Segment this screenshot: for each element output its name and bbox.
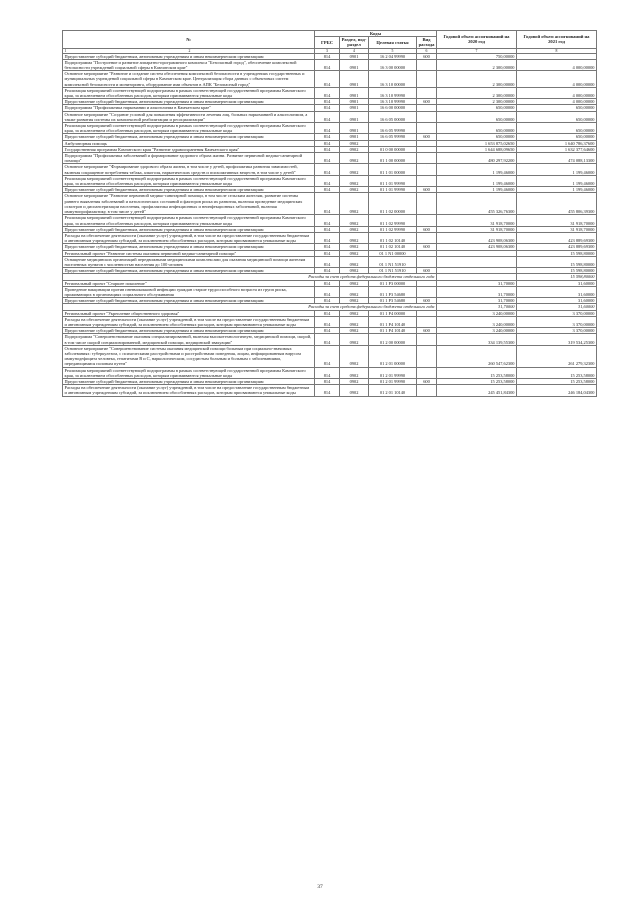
cell-cs: 16 3 10 99990 [369,87,417,98]
cell-name: Реализация мероприятий соответствующей подпрограммы в рамках соответствующей государственной программы Камчатского края, за исключением обособленных расходов, которым присваиваются уникальные коды [63,215,315,226]
cell-vr [417,256,437,267]
cell-rz: 0901 [340,105,369,111]
cell-y2020: 260 547,62300 [437,345,517,367]
cell-y2021: 650,00000 [517,134,597,140]
cell-y2021: 3 370,00000 [517,328,597,334]
cell-name: Оснащение медицинских организаций передвижными медицинскими комплексами для оказания медицинской помощи жителям населенных пунктов с численностью населения до 100 человек [63,256,315,267]
cell-rz: 0902 [340,193,369,215]
cell-y2020: 245 451,84300 [437,385,517,396]
cell-vr: 600 [417,99,437,105]
cell-grbs: 814 [315,59,340,70]
cell-cs: 01 1 P3 00000 [369,280,417,286]
cell-grbs: 814 [315,268,340,274]
cell-vr: 600 [417,298,437,304]
cell-rz: 0901 [340,87,369,98]
cell-y2020: 3 240,00000 [437,328,517,334]
cell-name: Предоставление субсидий бюджетным, автономным учреждениям и иным некоммерческим организациям [63,298,315,304]
cell-y2020: 1 199,46000 [437,164,517,175]
column-number-cell: 4 [340,48,369,53]
cell-vr [417,286,437,297]
cell-y2021: 1 199,46000 [517,164,597,175]
cell-y2021: 1 632 377,64600 [517,146,597,152]
cell-vr [417,123,437,134]
cell-rz: 0902 [340,367,369,378]
cell-cs: 01 1 01 99990 [369,187,417,193]
column-number-cell: 7 [437,48,517,53]
cell-vr [417,316,437,327]
cell-vr [417,175,437,186]
cell-y2020: 15 253,58000 [437,367,517,378]
cell-vr [417,215,437,226]
cell-name: Основное мероприятие "Развитие и создание систем обеспечения комплексной безопасности в учреждениях государственных и муниципальных учреждений социальной сферы в Камчатском крае. Централизация сбора данных с объектовых систем комплексной безопасности и мониторинга, оборудование ими объектов в АПК "Безопасный город" [63,71,315,88]
table-row [63,153,597,164]
cell-y2021: 31,60000 [517,286,597,297]
cell-y2020: 423 908,06300 [437,232,517,243]
table-row [63,87,597,98]
cell-rz: 0902 [340,146,369,152]
note-value-2021: 31,60000 [517,304,597,310]
table-row [63,367,597,378]
cell-name: Расходы на обеспечение деятельности (оказание услуг) учреждений, в том числе на предоставление государственным бюджетным и автономным учреждениям субсидий, за исключением обособленных расходов, которым присваиваются уникальные коды [63,316,315,327]
cell-grbs: 814 [315,334,340,345]
cell-cs: 01 1 P3 54680 [369,298,417,304]
column-number-cell: 3 [315,48,340,53]
cell-cs: 01 1 P4 00000 [369,310,417,316]
cell-y2020: 2 300,00000 [437,99,517,105]
cell-name: Подпрограмма "Построение и развитие аппаратно-программного комплекса "Безопасный город", обеспечение комплексной безопасности учреждений социальной сферы в Камчатском крае" [63,59,315,70]
table-row [63,164,597,175]
cell-rz: 0902 [340,286,369,297]
table-body [63,53,597,396]
cell-grbs: 814 [315,345,340,367]
cell-rz: 0901 [340,134,369,140]
cell-y2020 [437,256,517,267]
cell-vr: 600 [417,226,437,232]
cell-grbs: 814 [315,280,340,286]
cell-y2020: 650,00000 [437,111,517,122]
cell-grbs: 814 [315,105,340,111]
cell-vr [417,367,437,378]
cell-grbs: 814 [315,146,340,152]
cell-y2021: 650,00000 [517,111,597,122]
cell-name: Основное мероприятие "Развитие первичной медико-санитарной помощи, в том числе сельским жителям, развитие системы раннего выявления заболеваний и патологических состояний и факторов риска их развития, включая проведение медицинских осмотров и диспансеризации населения, профилактика инфекционных и неинфекционных заболеваний, включая иммунопрофилактику, в том числе у детей" [63,193,315,215]
cell-vr [417,193,437,215]
cell-rz: 0902 [340,187,369,193]
cell-rz: 0901 [340,123,369,134]
cell-cs: 01 1 02 10140 [369,244,417,250]
cell-y2020: 750,00000 [437,53,517,59]
table-row [63,71,597,88]
cell-rz: 0901 [340,99,369,105]
cell-rz: 0901 [340,71,369,88]
cell-rz: 0902 [340,268,369,274]
cell-y2020: 31,70000 [437,280,517,286]
cell-grbs: 814 [315,250,340,256]
cell-grbs: 814 [315,215,340,226]
cell-vr: 600 [417,134,437,140]
cell-cs: 01 2 01 99990 [369,378,417,384]
cell-y2021: 474 088,13300 [517,153,597,164]
cell-name: Предоставление субсидий бюджетным, автономным учреждениям и иным некоммерческим организациям [63,187,315,193]
cell-grbs: 814 [315,134,340,140]
cell-grbs: 814 [315,140,340,146]
cell-y2021: 15 253,58000 [517,378,597,384]
budget-table-sheet [62,30,596,397]
cell-grbs: 814 [315,244,340,250]
cell-grbs: 814 [315,310,340,316]
cell-rz: 0902 [340,256,369,267]
cell-y2021: 15 253,58000 [517,367,597,378]
cell-y2020: 31,70000 [437,298,517,304]
cell-y2020: 1 653 875,02650 [437,140,517,146]
cell-y2021: 31,60000 [517,280,597,286]
cell-rz: 0902 [340,378,369,384]
cell-y2021: 3 370,00000 [517,310,597,316]
cell-vr [417,87,437,98]
cell-grbs: 814 [315,367,340,378]
cell-name: Региональный проект "Развитие системы оказания первичной медико-санитарной помощи" [63,250,315,256]
col-header-razdel: Раздел, под-раздел [340,37,369,48]
cell-vr [417,232,437,243]
cell-cs: 16 6 05 99990 [369,123,417,134]
cell-name: Проведение вакцинации против пневмококковой инфекции граждан старше трудоспособного возраста из групп риска, проживающих в организациях социального обслуживания [63,286,315,297]
table-row [63,232,597,243]
column-number-cell: 5 [369,48,417,53]
cell-y2020: 1 644 688,09650 [437,146,517,152]
cell-cs: 01 1 02 99990 [369,215,417,226]
cell-rz: 0902 [340,215,369,226]
cell-grbs: 814 [315,53,340,59]
cell-y2020: 480 297,92200 [437,153,517,164]
cell-vr: 600 [417,187,437,193]
cell-vr [417,111,437,122]
cell-rz: 0901 [340,59,369,70]
cell-name: Предоставление субсидий бюджетным, автономным учреждениям и иным некоммерческим организациям [63,53,315,59]
cell-name: Реализация мероприятий соответствующей подпрограммы в рамках соответствующей государственной программы Камчатского края, за исключением обособленных расходов, которым присваиваются уникальные коды [63,175,315,186]
cell-rz: 0902 [340,140,369,146]
cell-grbs: 814 [315,232,340,243]
cell-cs: 16 3 00 00000 [369,59,417,70]
cell-y2021: 15 598,80000 [517,268,597,274]
cell-cs: 01 1 02 00000 [369,193,417,215]
cell-y2021: 15 598,80000 [517,256,597,267]
col-header-no: № [63,31,315,49]
cell-y2020: 2 300,00000 [437,87,517,98]
cell-cs: 01 2 00 00000 [369,334,417,345]
cell-y2020: 31 918,70000 [437,215,517,226]
cell-y2020: 3 240,00000 [437,316,517,327]
cell-y2020: 650,00000 [437,123,517,134]
cell-grbs: 814 [315,111,340,122]
cell-rz: 0902 [340,310,369,316]
cell-y2020: 15 253,58000 [437,378,517,384]
cell-name: Подпрограмма "Совершенствование оказания специализированной, включая высокотехнологичную, медицинской помощи, скорой, в том числе скорой специализированной, медицинской помощи, медицинской эвакуации" [63,334,315,345]
cell-y2020: 650,00000 [437,105,517,111]
cell-y2021: 423 889,69300 [517,244,597,250]
cell-y2020: 3 240,00000 [437,310,517,316]
cell-rz: 0902 [340,280,369,286]
cell-y2021: 1 640 786,37600 [517,140,597,146]
table-row [63,256,597,267]
cell-y2021: 1 199,46000 [517,187,597,193]
col-header-grbs: ГРБС [315,37,340,48]
budget-table [62,30,597,397]
cell-rz: 0902 [340,164,369,175]
cell-name: Основное мероприятие "Создание условий для повышения эффективности лечения лиц, больных наркоманией и алкоголизмом, а также развития системы их комплексной реабилитации и ресоциализации" [63,111,315,122]
cell-cs: 01 1 N1 51910 [369,268,417,274]
table-row [63,123,597,134]
cell-name: Подпрограмма "Профилактика наркомании и алкоголизма в Камчатском крае" [63,105,315,111]
cell-name: Предоставление субсидий бюджетным, автономным учреждениям и иным некоммерческим организациям [63,268,315,274]
cell-name: Расходы на обеспечение деятельности (оказание услуг) учреждений, в том числе на предоставление государственным бюджетным и автономным учреждениям субсидий, за исключением обособленных расходов, которым присваиваются уникальные коды [63,232,315,243]
cell-rz: 0902 [340,232,369,243]
cell-name: Региональный проект "Укрепление общественного здоровья" [63,310,315,316]
cell-vr: 600 [417,268,437,274]
cell-vr [417,385,437,396]
cell-grbs: 814 [315,175,340,186]
note-value-2021: 15 598,80000 [517,274,597,280]
cell-y2020: 1 199,46000 [437,187,517,193]
cell-y2021: 246 184,04300 [517,385,597,396]
cell-cs: 01 1 N1 00000 [369,250,417,256]
cell-name: Предоставление субсидий бюджетным, автономным учреждениям и иным некоммерческим организациям [63,328,315,334]
table-row [63,345,597,367]
cell-cs: 01 1 P4 10140 [369,328,417,334]
cell-y2020: 1 199,46000 [437,175,517,186]
cell-y2020: 455 326,76300 [437,193,517,215]
cell-y2021: 4 000,00000 [517,71,597,88]
cell-vr: 600 [417,328,437,334]
cell-rz: 0902 [340,334,369,345]
cell-grbs: 814 [315,328,340,334]
cell-cs: 01 1 01 99990 [369,175,417,186]
cell-name: Основное мероприятие "Совершенствование системы оказания медицинской помощи больным при социально-значимых заболеваниях: туберкулезом, с психическими расстройствами и расстройствами поведения, лицам, инфицированным вирусом иммунодефицита человека, гепатитами B и C, наркологическим, сосудистым больным и больным с заболеваниями, передающимися половым путем" [63,345,315,367]
cell-name: Предоставление субсидий бюджетным, автономным учреждениям и иным некоммерческим организациям [63,244,315,250]
cell-grbs: 814 [315,123,340,134]
cell-y2021: 261 279,32300 [517,345,597,367]
cell-grbs: 814 [315,187,340,193]
table-row [63,111,597,122]
cell-name: Предоставление субсидий бюджетным, автономным учреждениям и иным некоммерческим организациям [63,378,315,384]
cell-y2020: 423 908,06300 [437,244,517,250]
cell-y2020: 2 300,00000 [437,71,517,88]
cell-rz: 0902 [340,250,369,256]
cell-grbs: 814 [315,385,340,396]
cell-cs: 01 0 00 00000 [369,146,417,152]
cell-cs: 01 1 P3 54680 [369,286,417,297]
cell-cs: 01 2 01 99990 [369,367,417,378]
cell-name: Основное мероприятие "Формирование здорового образа жизни, в том числе у детей, профилактика развития зависимостей, включая сокращение потребления табака, алкоголя, наркотических средств и психоактивных веществ, в том числе у детей" [63,164,315,175]
cell-vr [417,59,437,70]
cell-rz: 0902 [340,153,369,164]
cell-grbs: 814 [315,87,340,98]
cell-cs: 01 2 01 00000 [369,345,417,367]
cell-vr: 600 [417,244,437,250]
cell-y2021: 4 000,00000 [517,59,597,70]
cell-grbs: 814 [315,164,340,175]
cell-grbs: 814 [315,286,340,297]
col-header-target: Целевая статья [369,37,417,48]
cell-y2020: 334 139,55300 [437,334,517,345]
cell-name: Реализация мероприятий соответствующей подпрограммы в рамках соответствующей государственной программы Камчатского края, за исключением обособленных расходов, которым присваиваются уникальные коды [63,123,315,134]
cell-cs: 01 2 01 10140 [369,385,417,396]
cell-cs: 16 2 04 99990 [369,53,417,59]
table-row [63,385,597,396]
cell-grbs: 814 [315,153,340,164]
cell-vr [417,164,437,175]
cell-name: Амбулаторная помощь [63,140,315,146]
cell-vr: 600 [417,378,437,384]
table-header [63,31,597,54]
cell-rz: 0902 [340,345,369,367]
cell-name: Региональный проект "Старшее поколение" [63,280,315,286]
cell-y2020: 31 918,70000 [437,226,517,232]
cell-y2021: 15 598,80000 [517,250,597,256]
table-row [63,59,597,70]
cell-rz: 0902 [340,385,369,396]
cell-cs: 01 1 P4 10140 [369,316,417,327]
table-row [63,286,597,297]
cell-cs: 01 1 01 00000 [369,164,417,175]
cell-name: Предоставление субсидий бюджетным, автономным учреждениям и иным некоммерческим организациям [63,99,315,105]
table-row [63,334,597,345]
cell-name: Государственная программа Камчатского края "Развитие здравоохранения Камчатского края" [63,146,315,152]
cell-y2021: 319 534,25300 [517,334,597,345]
cell-name: Реализация мероприятий соответствующей подпрограммы в рамках соответствующей государственной программы Камчатского края, за исключением обособленных расходов, которым присваиваются уникальные коды [63,367,315,378]
cell-cs: 01 1 02 10140 [369,232,417,243]
cell-y2021: 3 370,00000 [517,316,597,327]
cell-y2021: 1 199,46000 [517,175,597,186]
cell-vr [417,71,437,88]
cell-vr [417,334,437,345]
column-number: 2 [188,48,191,53]
page-number: 37 [317,884,323,890]
cell-rz: 0902 [340,298,369,304]
cell-rz: 0902 [340,244,369,250]
cell-y2020: 31,70000 [437,286,517,297]
cell-y2021: 4 000,00000 [517,87,597,98]
cell-grbs: 814 [315,316,340,327]
cell-vr [417,345,437,367]
cell-y2021: 4 000,00000 [517,99,597,105]
cell-cs: 16 6 05 99990 [369,134,417,140]
cell-name: Предоставление субсидий бюджетным, автономным учреждениям и иным некоммерческим организациям [63,134,315,140]
cell-grbs: 814 [315,193,340,215]
column-number-cell: 6 [417,48,437,53]
column-number-cell: 8 [517,48,597,53]
cell-cs: 01 1 02 99990 [369,226,417,232]
col-header-2021: Годовой объем ассигнований на 2021 год [517,31,597,49]
col-header-codes: Коды [315,31,437,37]
cell-grbs: 814 [315,378,340,384]
note-text: Расходы за счет средств федерального бюджета отдельного года [63,304,437,310]
cell-cs: 01 1 N1 51910 [369,256,417,267]
cell-grbs: 814 [315,99,340,105]
cell-rz: 0902 [340,316,369,327]
table-row [63,215,597,226]
cell-y2021: 31 918,70000 [517,215,597,226]
cell-cs: 16 3 10 00000 [369,71,417,88]
cell-y2021: 455 806,39300 [517,193,597,215]
cell-cs: 16 6 05 00000 [369,111,417,122]
cell-grbs: 814 [315,256,340,267]
cell-rz: 0902 [340,175,369,186]
cell-name: Предоставление субсидий бюджетным, автономным учреждениям и иным некоммерческим организациям [63,226,315,232]
cell-rz: 0901 [340,111,369,122]
cell-cs: 16 6 00 00000 [369,105,417,111]
table-row [63,175,597,186]
col-header-vid: Вид расхода [417,37,437,48]
cell-y2021: 650,00000 [517,123,597,134]
cell-y2020: 650,00000 [437,134,517,140]
cell-grbs: 814 [315,298,340,304]
note-value-2020: 31,70000 [437,304,517,310]
cell-y2021: 31 918,70000 [517,226,597,232]
table-row [63,316,597,327]
col-header-2020: Годовой объем ассигнований на 2020 год [437,31,517,49]
cell-name: Расходы на обеспечение деятельности (оказание услуг) учреждений, в том числе на предоставление государственным бюджетным и автономным учреждениям субсидий, за исключением обособленных расходов, которым присваиваются уникальные коды [63,385,315,396]
cell-cs: 16 3 10 99990 [369,99,417,105]
cell-rz: 0902 [340,226,369,232]
cell-name: Реализация мероприятий соответствующей подпрограммы в рамках соответствующей государственной программы Камчатского края, за исключением обособленных расходов, которым присваиваются уникальные коды [63,87,315,98]
cell-rz: 0902 [340,328,369,334]
cell-y2021: 423 889,69300 [517,232,597,243]
cell-y2021: 650,00000 [517,105,597,111]
cell-y2020: 2 300,00000 [437,59,517,70]
cell-cs: 01 1 00 00000 [369,153,417,164]
cell-grbs: 814 [315,226,340,232]
cell-rz: 0901 [340,53,369,59]
cell-grbs: 814 [315,71,340,88]
note-text: Расходы за счет средств федерального бюджета отдельного года [63,274,437,280]
cell-name: Подпрограмма "Профилактика заболеваний и формирование здорового образа жизни. Развитие первичной медико-санитарной помощи" [63,153,315,164]
table-row [63,193,597,215]
cell-vr [417,153,437,164]
column-number: 1 [64,48,67,53]
cell-vr: 600 [417,53,437,59]
cell-y2021: 31,60000 [517,298,597,304]
